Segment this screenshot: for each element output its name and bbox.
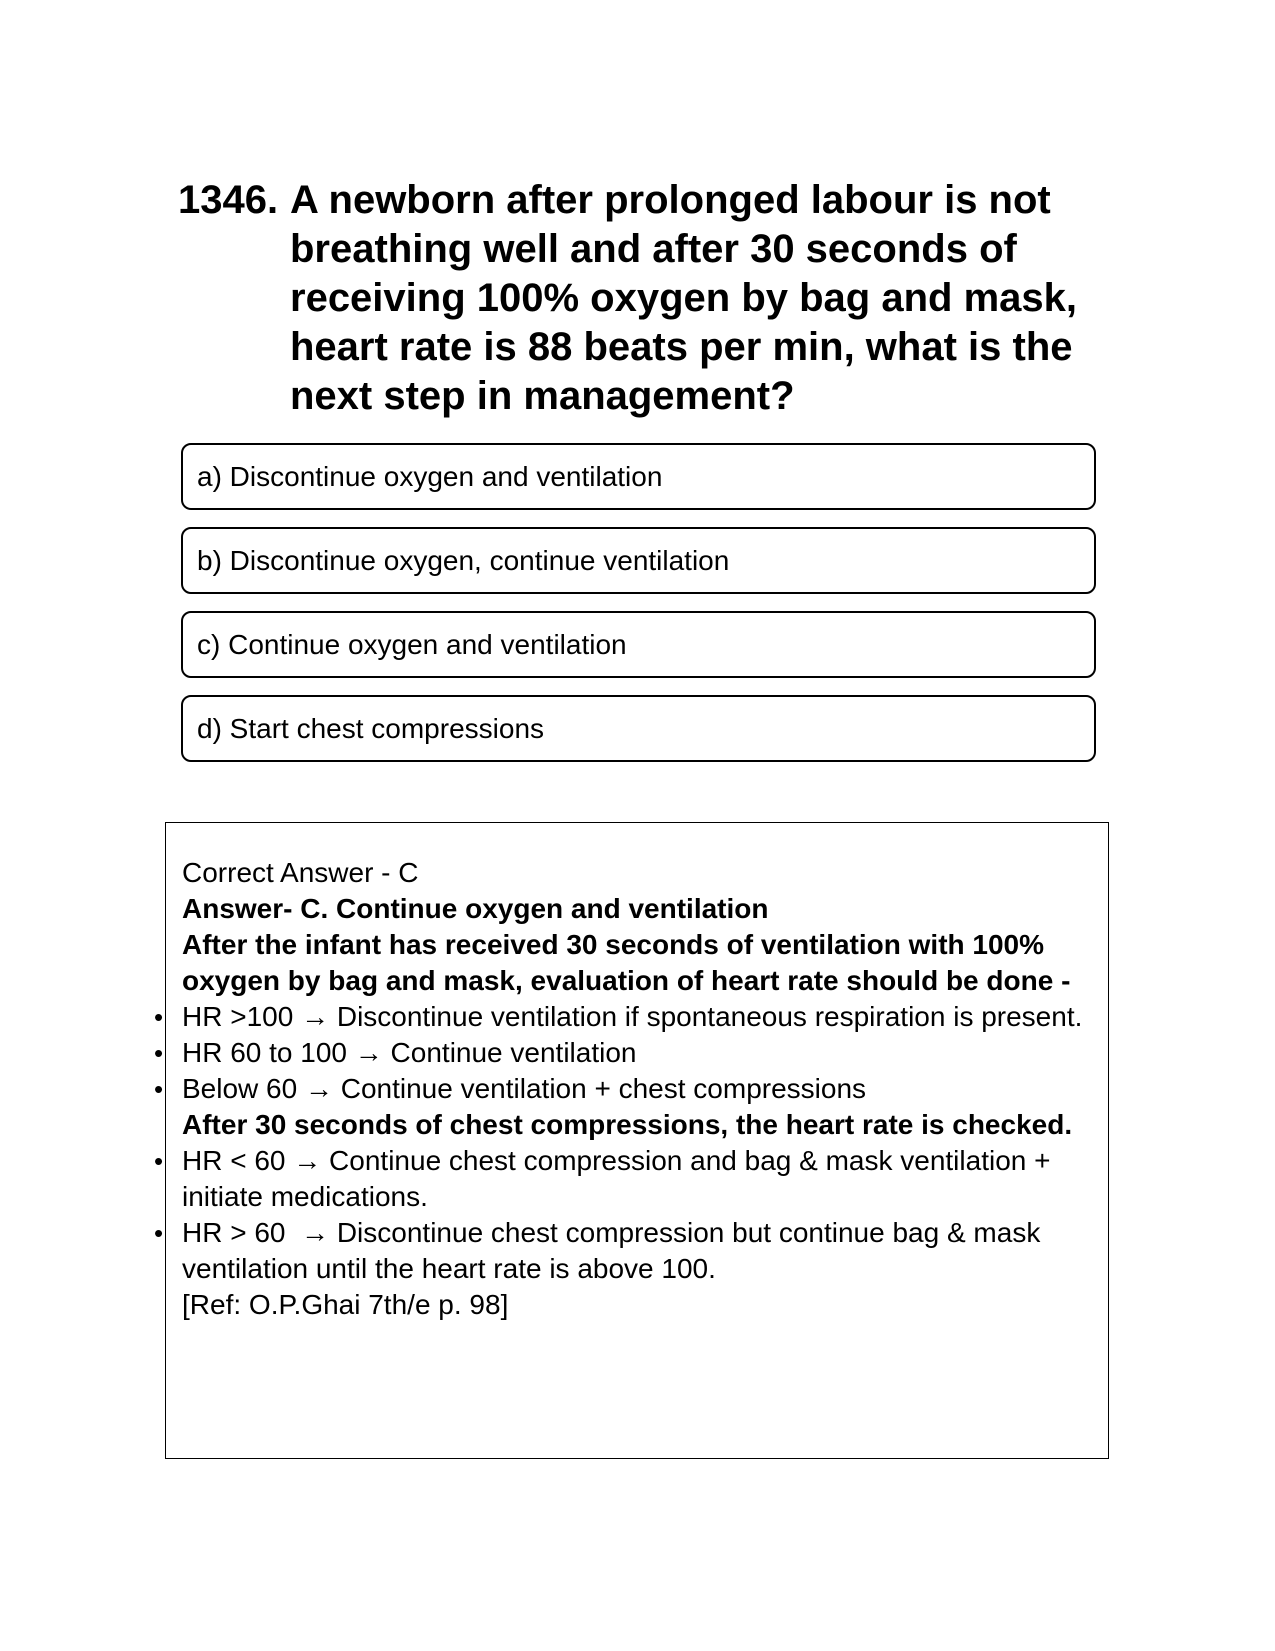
answer-intro: After the infant has received 30 seconds of ventilation with 100% oxygen by bag and mask, evaluation of heart rate should be done -	[182, 929, 1071, 996]
list-item-text: Below 60 → Continue ventilation + chest compressions	[182, 1073, 867, 1104]
bullet-icon: •	[154, 1218, 164, 1248]
bullet-icon: •	[154, 1002, 164, 1032]
list-item	[154, 1143, 1094, 1215]
options-list	[181, 443, 1096, 779]
list-item-text: HR >100 → Discontinue ventilation if spontaneous respiration is present.	[182, 1001, 1083, 1032]
option-c[interactable]: c) Continue oxygen and ventilation	[181, 611, 1096, 678]
bullet-list-2	[154, 1143, 1094, 1287]
option-b[interactable]: b) Discontinue oxygen, continue ventilation	[181, 527, 1096, 594]
list-item-text: HR 60 to 100 → Continue ventilation	[182, 1037, 637, 1068]
question	[178, 176, 1108, 421]
option-d[interactable]: d) Start chest compressions	[181, 695, 1096, 762]
list-item	[154, 999, 1094, 1035]
bullet-icon: •	[154, 1074, 164, 1104]
answer-explanation-box	[154, 822, 1109, 1459]
option-a[interactable]: a) Discontinue oxygen and ventilation	[181, 443, 1096, 510]
correct-answer-line: Correct Answer - C	[182, 857, 419, 888]
bullet-list-1	[154, 999, 1094, 1107]
bullet-icon: •	[154, 1146, 164, 1176]
list-item	[154, 1071, 1094, 1107]
question-text: A newborn after prolonged labour is not breathing well and after 30 seconds of receiving 100% oxygen by bag and mask, heart rate is 88 beats per min, what is the next step in management?	[290, 178, 1077, 418]
reference-line: [Ref: O.P.Ghai 7th/e p. 98]	[182, 1289, 509, 1320]
bullet-icon: •	[154, 1038, 164, 1068]
answer-subheading: After 30 seconds of chest compressions, the heart rate is checked.	[182, 1109, 1073, 1140]
question-number: 1346.	[178, 178, 279, 222]
answer-heading: Answer- C. Continue oxygen and ventilation	[182, 893, 769, 924]
list-item	[154, 1035, 1094, 1071]
list-item	[154, 1215, 1094, 1287]
list-item-text: HR < 60 → Continue chest compression and bag & mask ventilation + initiate medications.	[182, 1145, 1051, 1212]
list-item-text: HR > 60 → Discontinue chest compression but continue bag & mask ventilation until the heart rate is above 100.	[182, 1217, 1041, 1284]
